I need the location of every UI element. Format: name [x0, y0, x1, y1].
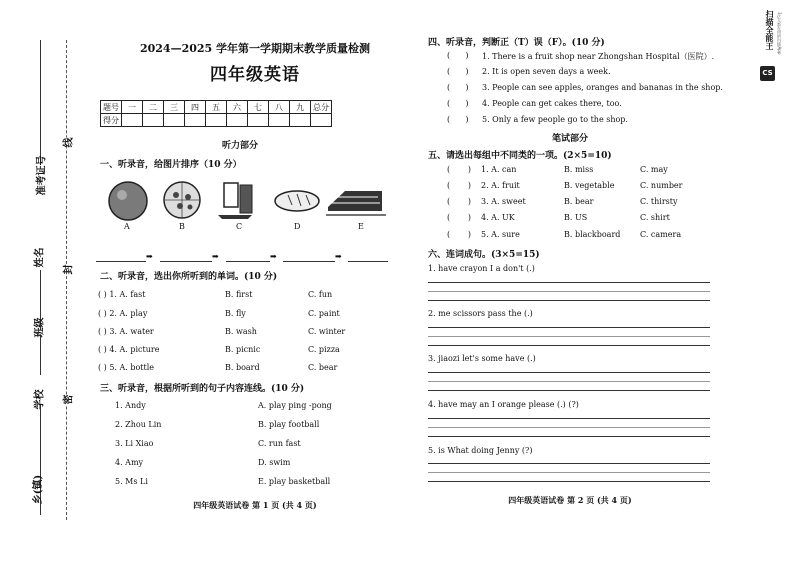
answer-line[interactable]	[428, 436, 710, 437]
camscanner-badge	[760, 10, 782, 82]
answer-line[interactable]	[428, 282, 710, 283]
tf-statement: 1. There is a fruit shop near Zhongshan Hospital（医院）.	[482, 52, 715, 61]
answer-line[interactable]	[428, 472, 710, 473]
answer-line[interactable]	[428, 463, 710, 464]
option-c: C. may	[640, 165, 668, 174]
tf-statement: 2. It is open seven days a week.	[482, 67, 611, 76]
choice-option-c: C. pizza	[308, 345, 340, 354]
choice-question[interactable]: ( ) 4. A. picture	[98, 345, 160, 354]
order-blank-1[interactable]	[96, 261, 146, 262]
section2-title: 二、听录音，选出你所听到的单词。(10 分)	[100, 272, 278, 282]
choice-option-c: C. fun	[308, 290, 333, 299]
order-blank-4[interactable]	[283, 261, 335, 262]
answer-line[interactable]	[428, 336, 710, 337]
match-right-item[interactable]: D. swim	[258, 458, 291, 467]
match-right-item[interactable]: B. play football	[258, 420, 320, 429]
odd-one-out-bracket[interactable]: ( )	[447, 230, 472, 239]
school-line	[40, 405, 41, 455]
pizza-picture	[164, 182, 200, 218]
score-cell: 八	[269, 101, 290, 114]
option-c: C. thirsty	[640, 197, 678, 206]
match-left-item[interactable]: 2. Zhou Lin	[115, 420, 162, 429]
picture-label-b: B	[179, 222, 185, 231]
option-b: B. blackboard	[564, 230, 621, 239]
arrow-icon: ➡	[335, 252, 342, 261]
section6-title: 六、连词成句。(3×5=15)	[428, 250, 540, 260]
section1-pictures	[100, 175, 390, 225]
picture-label-d: D	[294, 222, 301, 231]
orange-picture	[109, 182, 147, 220]
order-blank-2[interactable]	[160, 261, 212, 262]
match-right-item[interactable]: A. play ping -pong	[258, 401, 332, 410]
arrow-icon: ➡	[212, 252, 219, 261]
option-c: C. shirt	[640, 213, 670, 222]
answer-line[interactable]	[428, 345, 710, 346]
order-blank-3[interactable]	[226, 261, 270, 262]
option-a: 3. A. sweet	[481, 197, 526, 206]
answer-line[interactable]	[428, 390, 710, 391]
score-table-header-row	[101, 101, 332, 114]
option-b: B. bear	[564, 197, 594, 206]
score-input[interactable]	[311, 114, 332, 127]
score-cell: 六	[227, 101, 248, 114]
option-a: 2. A. fruit	[481, 181, 520, 190]
score-input[interactable]	[206, 114, 227, 127]
choice-option-c: C. paint	[308, 309, 340, 318]
option-a: 5. A. sure	[481, 230, 520, 239]
camscanner-name: 扫描全能王	[765, 10, 774, 50]
tf-answer-bracket[interactable]: ( )	[447, 83, 469, 92]
order-blank-5[interactable]	[348, 261, 388, 262]
section1-title: 一、听录音，给图片排序（10 分）	[100, 160, 242, 170]
score-row-label: 得分	[101, 114, 122, 127]
scrambled-sentence: 2. me scissors pass the (.)	[428, 309, 533, 318]
choice-option-b: B. first	[225, 290, 253, 299]
answer-line[interactable]	[428, 291, 710, 292]
choice-question[interactable]: ( ) 5. A. bottle	[98, 363, 155, 372]
score-input[interactable]	[248, 114, 269, 127]
scrambled-sentence: 3. jiaozi let's some have (.)	[428, 354, 536, 363]
score-table-score-row	[101, 114, 332, 127]
option-b: B. miss	[564, 165, 594, 174]
page2-footer: 四年级英语试卷 第 2 页 (共 4 页)	[508, 495, 632, 505]
option-b: B. vegetable	[564, 181, 615, 190]
score-input[interactable]	[290, 114, 311, 127]
choice-option-b: B. board	[225, 363, 260, 372]
score-cell: 五	[206, 101, 227, 114]
score-input[interactable]	[122, 114, 143, 127]
answer-line[interactable]	[428, 418, 710, 419]
choice-option-c: C. winter	[308, 327, 346, 336]
answer-line[interactable]	[428, 481, 710, 482]
sidebar-town-label: 乡(镇)	[33, 474, 45, 505]
tf-answer-bracket[interactable]: ( )	[447, 115, 469, 124]
subject-title: 四年级英语	[210, 65, 300, 85]
id-number-line	[40, 40, 41, 165]
score-cell: 四	[185, 101, 206, 114]
score-cell: 三	[164, 101, 185, 114]
class-line	[40, 335, 41, 375]
computer-picture	[218, 183, 252, 219]
page1-footer: 四年级英语试卷 第 1 页 (共 4 页)	[193, 500, 317, 510]
written-heading: 笔试部分	[551, 134, 588, 144]
camscanner-logo-icon: CS	[760, 66, 775, 81]
choice-question[interactable]: ( ) 1. A. fast	[98, 290, 146, 299]
choice-option-b: B. picnic	[225, 345, 261, 354]
score-cell: 九	[290, 101, 311, 114]
match-left-item[interactable]: 4. Amy	[115, 458, 144, 467]
picture-label-e: E	[358, 222, 364, 231]
sidebar-name-label: 姓名	[34, 247, 46, 268]
odd-one-out-bracket[interactable]: ( )	[447, 181, 472, 190]
option-b: B. US	[564, 213, 588, 222]
score-table	[100, 100, 332, 127]
score-input[interactable]	[185, 114, 206, 127]
choice-option-b: B. wash	[225, 327, 257, 336]
scrambled-sentence: 4. have may an I orange please (.) (?)	[428, 400, 579, 409]
score-input[interactable]	[143, 114, 164, 127]
option-a: 4. A. UK	[481, 213, 515, 222]
tf-statement: 5. Only a few people go to the shop.	[482, 115, 628, 124]
score-cell: 七	[248, 101, 269, 114]
answer-line[interactable]	[428, 427, 710, 428]
seal-char-mi: 密	[60, 395, 75, 405]
odd-one-out-bracket[interactable]: ( )	[447, 213, 472, 222]
choice-option-c: C. bear	[308, 363, 338, 372]
arrow-icon: ➡	[270, 252, 277, 261]
answer-line[interactable]	[428, 381, 710, 382]
train-picture	[326, 191, 386, 215]
seal-char-feng: 封	[60, 265, 75, 275]
arrow-icon: ➡	[146, 252, 153, 261]
listening-heading: 听力部分	[221, 141, 258, 151]
seal-dashed-line	[66, 40, 67, 520]
sidebar-school-label: 学校	[34, 389, 46, 410]
exam-title: 2024—2025 学年第一学期期末教学质量检测	[139, 42, 371, 55]
scrambled-sentence: 5. is What doing Jenny (?)	[428, 446, 533, 455]
match-left-item[interactable]: 3. Li Xiao	[115, 439, 154, 448]
section3-title: 三、听录音，根据所听到的句子内容连线。(10 分)	[100, 384, 305, 394]
option-a: 1. A. can	[481, 165, 517, 174]
section5-title: 五、请选出每组中不同类的一项。(2×5=10)	[428, 151, 612, 161]
tf-answer-bracket[interactable]: ( )	[447, 99, 469, 108]
score-input[interactable]	[269, 114, 290, 127]
sidebar-class-label: 班级	[34, 317, 46, 338]
odd-one-out-bracket[interactable]: ( )	[447, 197, 472, 206]
score-cell: 一	[122, 101, 143, 114]
tf-answer-bracket[interactable]: ( )	[447, 51, 469, 60]
choice-question[interactable]: ( ) 2. A. play	[98, 309, 148, 318]
score-input[interactable]	[227, 114, 248, 127]
picture-label-a: A	[124, 222, 130, 231]
choice-question[interactable]: ( ) 3. A. water	[98, 327, 154, 336]
seal-char-xian: 线	[60, 138, 75, 148]
match-left-item[interactable]: 5. Ms Li	[115, 477, 148, 486]
odd-one-out-bracket[interactable]: ( )	[447, 165, 472, 174]
picture-label-c: C	[236, 222, 243, 231]
tf-answer-bracket[interactable]: ( )	[447, 67, 469, 76]
score-cell: 题号	[101, 101, 122, 114]
choice-option-b: B. fly	[225, 309, 246, 318]
match-left-item[interactable]: 1. Andy	[115, 401, 146, 410]
section4-title: 四、听录音，判断正（T）误（F）。(10 分)	[428, 38, 605, 48]
option-c: C. camera	[640, 230, 682, 239]
bread-picture	[275, 191, 319, 211]
score-cell: 总分	[311, 101, 332, 114]
sidebar-id-label: 准考证号	[36, 155, 48, 196]
camscanner-tagline: 3亿人都在用的扫描App	[777, 12, 782, 55]
match-right-item[interactable]: E. play basketball	[258, 477, 331, 486]
scrambled-sentence: 1. have crayon I a don't (.)	[428, 264, 535, 273]
tf-statement: 3. People can see apples, oranges and bananas in the shop.	[482, 83, 723, 92]
score-input[interactable]	[164, 114, 185, 127]
answer-line[interactable]	[428, 372, 710, 373]
answer-line[interactable]	[428, 300, 710, 301]
match-right-item[interactable]: C. run fast	[258, 439, 301, 448]
answer-line[interactable]	[428, 327, 710, 328]
score-cell: 二	[143, 101, 164, 114]
tf-statement: 4. People can get cakes there, too.	[482, 99, 622, 108]
option-c: C. number	[640, 181, 683, 190]
